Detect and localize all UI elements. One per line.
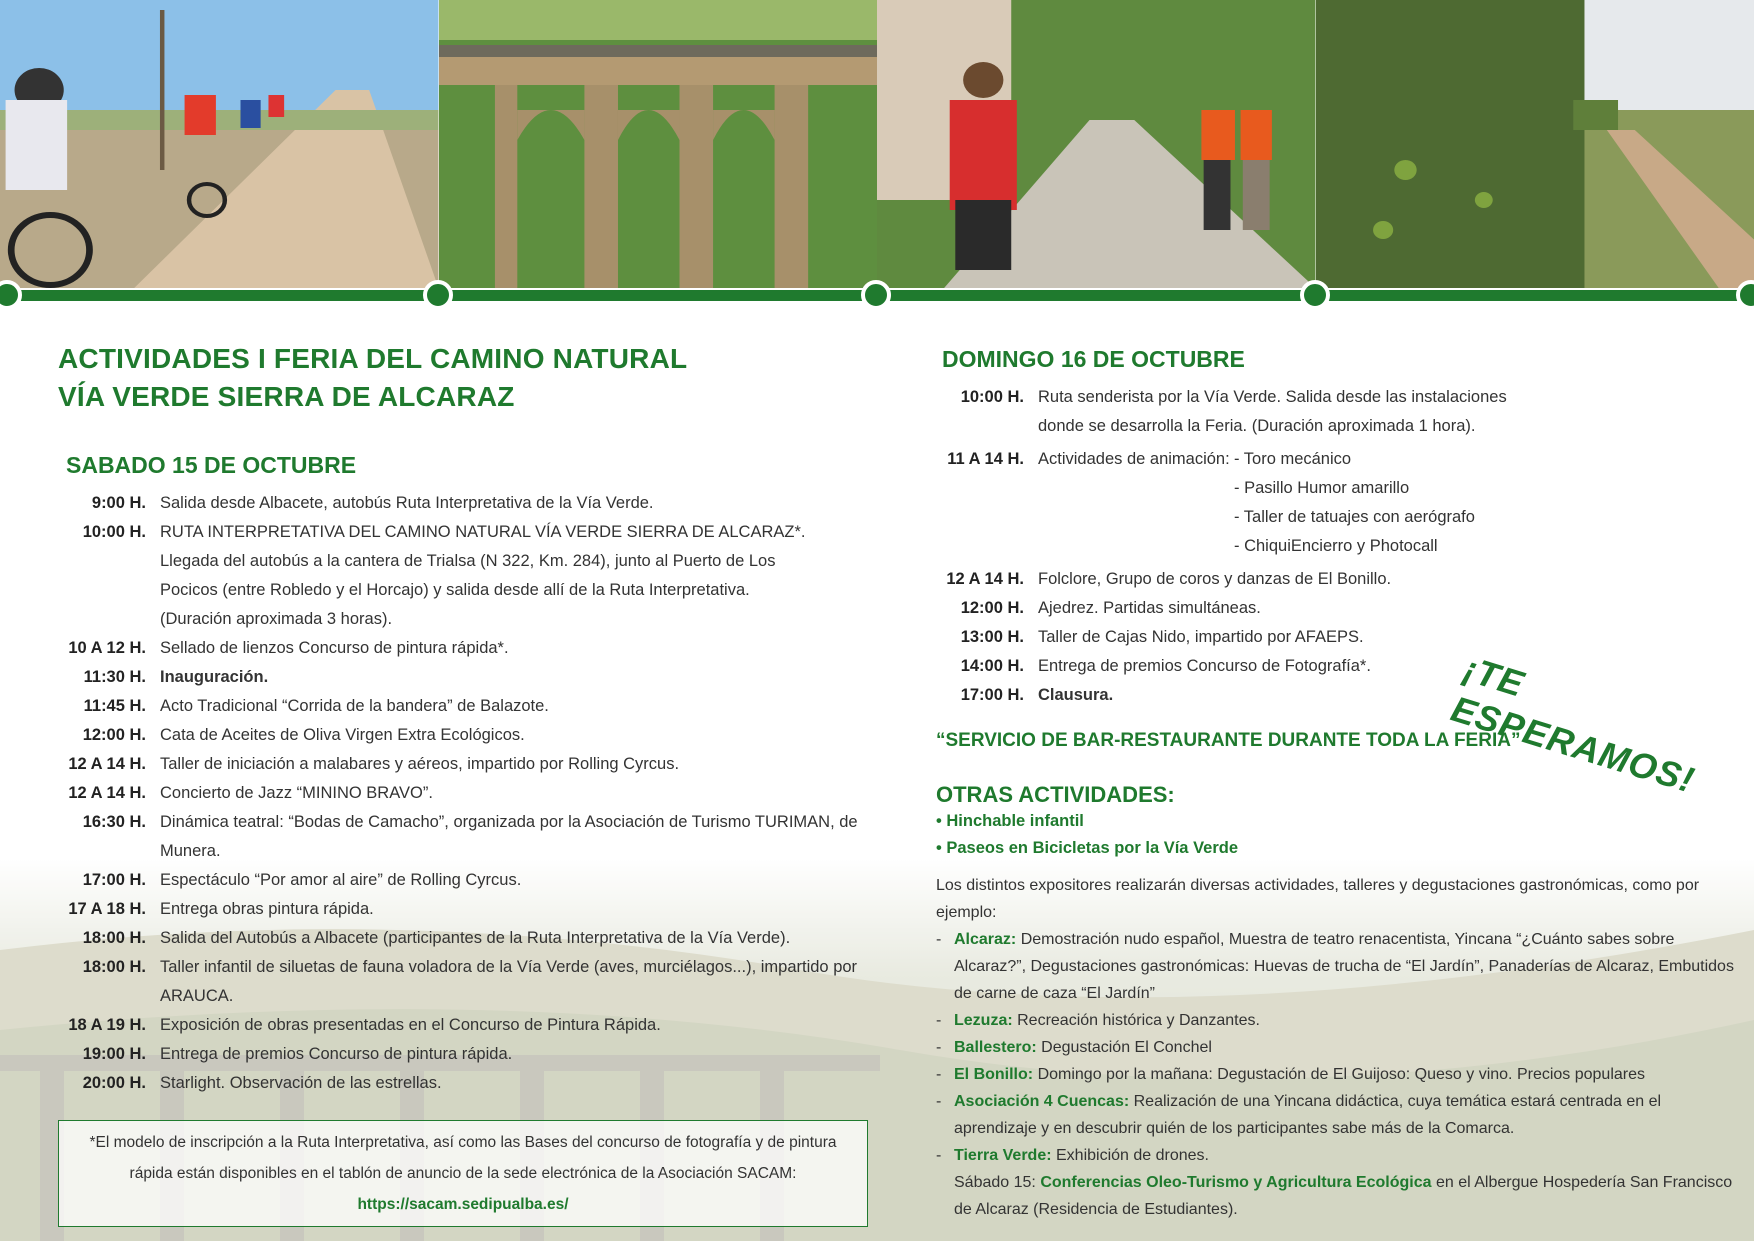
town-name: Asociación 4 Cuencas: xyxy=(954,1093,1130,1110)
town-description: Realización de una Yincana didáctica, cuya temática estará centrada en el aprendizaje y en descubrir quién de los participantes sabe más de la Comarca. xyxy=(954,1093,1662,1137)
schedule-row xyxy=(58,489,888,518)
sunday-heading: DOMINGO 16 DE OCTUBRE xyxy=(942,346,1245,372)
left-column xyxy=(58,340,888,1098)
sacam-link[interactable]: https://sacam.sedipualba.es/ xyxy=(357,1196,569,1213)
divider-dot xyxy=(1300,280,1330,310)
schedule-description: Acto Tradicional “Corrida de la bandera” de Balazote. xyxy=(160,697,549,715)
schedule-description: Taller de Cajas Nido, impartido por AFAEPS. xyxy=(1038,628,1364,646)
town-name: El Bonillo: xyxy=(954,1066,1034,1083)
schedule-time: 9:00 H. xyxy=(91,494,146,512)
event-title-line-1: ACTIVIDADES I FERIA DEL CAMINO NATURAL xyxy=(58,343,688,374)
schedule-time: 12 A 14 H. xyxy=(68,755,146,773)
schedule-time: 17:00 H. xyxy=(960,686,1024,704)
schedule-description: Folclore, Grupo de coros y danzas de El Bonillo. xyxy=(1038,570,1392,588)
slogan: ¡TE ESPERAMOS! xyxy=(1446,647,1700,801)
schedule-time: 17:00 H. xyxy=(82,871,146,889)
town-description: Domingo por la mañana: Degustación de El Guijoso: Queso y vino. Precios populares xyxy=(1037,1066,1646,1083)
bullet-item: • Hinchable infantil xyxy=(936,812,1084,830)
conference-info xyxy=(936,1169,1736,1223)
list-item: - Toro mecánico xyxy=(1234,450,1352,468)
schedule-row xyxy=(58,721,888,750)
schedule-time: 11:45 H. xyxy=(83,697,146,715)
schedule-row xyxy=(58,750,888,779)
schedule-row xyxy=(936,623,1736,652)
schedule-description: Ajedrez. Partidas simultáneas. xyxy=(1038,599,1261,617)
animation-label: Actividades de animación: xyxy=(1038,450,1230,468)
schedule-time: 18:00 H. xyxy=(82,958,146,976)
schedule-description: Entrega obras pintura rápida. xyxy=(160,900,374,918)
schedule-description: Entrega de premios Concurso de Fotografía*. xyxy=(1038,657,1371,675)
schedule-row xyxy=(58,866,888,895)
schedule-row xyxy=(58,1040,888,1069)
schedule-time: 10:00 H. xyxy=(960,388,1024,406)
right-column xyxy=(936,346,1736,1223)
town-activity: - Tierra Verde: Exhibición de drones. xyxy=(936,1147,1209,1164)
schedule-description: Sellado de lienzos Concurso de pintura rápida*. xyxy=(160,639,509,657)
bar-service-notice: “SERVICIO DE BAR-RESTAURANTE DURANTE TODA LA FERIA” xyxy=(936,730,1521,751)
exhibitors-intro: Los distintos expositores realizarán diversas actividades, talleres y degustaciones gastronómicas, como por ejemplo: xyxy=(936,877,1700,921)
schedule-time: 11:30 H. xyxy=(83,668,146,686)
schedule-time: 10:00 H. xyxy=(82,523,146,541)
schedule-description: Ruta senderista por la Vía Verde. Salida desde las instalaciones donde se desarrolla la Feria. (Duración aproximada 1 hora). xyxy=(1038,388,1507,435)
conference-prefix: Sábado 15: xyxy=(954,1174,1036,1191)
schedule-time: 16:30 H. xyxy=(82,813,146,831)
schedule-row xyxy=(936,594,1736,623)
schedule-row xyxy=(58,1011,888,1040)
town-name: Alcaraz: xyxy=(954,931,1017,948)
schedule-description: Inauguración. xyxy=(160,668,269,686)
list-item: - ChiquiEncierro y Photocall xyxy=(1234,537,1438,555)
registration-note xyxy=(58,1120,868,1227)
town-description: Degustación El Conchel xyxy=(1041,1039,1212,1056)
list-item: - Pasillo Humor amarillo xyxy=(1234,479,1410,497)
hikers-photo xyxy=(877,0,1316,288)
schedule-time: 18:00 H. xyxy=(82,929,146,947)
schedule-row xyxy=(58,518,888,634)
town-name: Lezuza: xyxy=(954,1012,1013,1029)
schedule-time: 11 A 14 H. xyxy=(947,450,1024,468)
schedule-description: Taller infantil de siluetas de fauna voladora de la Vía Verde (aves, murciélagos...), impartido por ARAUCA. xyxy=(160,958,858,1005)
schedule-description: Salida del Autobús a Albacete (participantes de la Ruta Interpretativa de la Vía Verde). xyxy=(160,929,791,947)
schedule-description: Salida desde Albacete, autobús Ruta Interpretativa de la Vía Verde. xyxy=(160,494,654,512)
other-activities-heading: OTRAS ACTIVIDADES: xyxy=(936,782,1175,807)
schedule-time: 19:00 H. xyxy=(82,1045,146,1063)
schedule-description: RUTA INTERPRETATIVA DEL CAMINO NATURAL VÍA VERDE SIERRA DE ALCARAZ*. Llegada del autobús a la cantera de Trialsa (N 322, Km. 284), junto al Puerto de Los Pocicos (entre Robledo y el Horcajo) y salida desde allí de la Ruta Interpretativa. (Duración aproximada 3 horas). xyxy=(160,523,806,628)
animation-activities xyxy=(1038,445,1736,561)
schedule-description: Entrega de premios Concurso de pintura rápida. xyxy=(160,1045,513,1063)
schedule-time: 13:00 H. xyxy=(960,628,1024,646)
schedule-description: Dinámica teatral: “Bodas de Camacho”, organizada por la Asociación de Turismo TURIMAN, de Munera. xyxy=(160,813,858,860)
schedule-time: 12:00 H. xyxy=(82,726,146,744)
schedule-description: Concierto de Jazz “MININO BRAVO”. xyxy=(160,784,433,802)
schedule-time: 18 A 19 H. xyxy=(68,1016,146,1034)
schedule-row xyxy=(58,634,888,663)
town-description: Recreación histórica y Danzantes. xyxy=(1017,1012,1260,1029)
animation-list xyxy=(1234,445,1475,561)
schedule-row xyxy=(58,1069,888,1098)
schedule-row xyxy=(58,895,888,924)
schedule-row xyxy=(58,692,888,721)
aqueduct-photo xyxy=(439,0,878,288)
photo-strip xyxy=(0,0,1754,288)
bullet-item: • Paseos en Bicicletas por la Vía Verde xyxy=(936,839,1239,857)
schedule-time: 10 A 12 H. xyxy=(68,639,146,657)
schedule-row xyxy=(936,383,1736,441)
town-activity: - Ballestero: Degustación El Conchel xyxy=(936,1039,1212,1056)
schedule-row xyxy=(58,924,888,953)
schedule-description: Exposición de obras presentadas en el Concurso de Pintura Rápida. xyxy=(160,1016,661,1034)
schedule-row xyxy=(936,652,1736,681)
schedule-time: 12 A 14 H. xyxy=(68,784,146,802)
schedule-description: Taller de iniciación a malabares y aéreos, impartido por Rolling Cyrcus. xyxy=(160,755,680,773)
divider-dot xyxy=(423,280,453,310)
schedule-row xyxy=(58,779,888,808)
schedule-row xyxy=(936,565,1736,594)
town-description: Exhibición de drones. xyxy=(1056,1147,1209,1164)
town-activity: - El Bonillo: Domingo por la mañana: Degustación de El Guijoso: Queso y vino. Precios populares xyxy=(936,1066,1646,1083)
conference-location: en el Albergue Hospedería San Francisco de Alcaraz (Residencia de Estudiantes). xyxy=(954,1174,1733,1218)
event-title-line-2: VÍA VERDE SIERRA DE ALCARAZ xyxy=(58,381,515,412)
schedule-description: Cata de Aceites de Oliva Virgen Extra Ecológicos. xyxy=(160,726,525,744)
saturday-heading: SABADO 15 DE OCTUBRE xyxy=(66,452,357,478)
registration-note-text: *El modelo de inscripción a la Ruta Interpretativa, así como las Bases del concurso de fotografía y de pintura rápida están disponibles en el tablón de anuncio de la sede electrónica de la Asociación SACAM: xyxy=(89,1134,837,1182)
town-activity: - Alcaraz: Demostración nudo español, Muestra de teatro renacentista, Yincana “¿Cuánto sabes sobre Alcaraz?”, Degustaciones gastronómicas: Huevas de trucha de “El Jardín”, Panaderías de Alcaraz, Embutidos de carne de caza “El Jardín” xyxy=(936,931,1734,1002)
schedule-time: 20:00 H. xyxy=(82,1074,146,1092)
town-activity: - Lezuza: Recreación histórica y Danzantes. xyxy=(936,1012,1260,1029)
cyclists-photo xyxy=(0,0,439,288)
schedule-time: 17 A 18 H. xyxy=(68,900,146,918)
event-title xyxy=(58,340,888,416)
town-name: Ballestero: xyxy=(954,1039,1037,1056)
schedule-row xyxy=(936,445,1736,561)
olive-tree-photo xyxy=(1316,0,1754,288)
divider-dot xyxy=(1736,280,1754,310)
sunday-schedule xyxy=(936,383,1736,710)
schedule-description: Starlight. Observación de las estrellas. xyxy=(160,1074,442,1092)
town-activity: - Asociación 4 Cuencas: Realización de una Yincana didáctica, cuya temática estará centrada en el aprendizaje y en descubrir quién de los participantes sabe más de la Comarca. xyxy=(936,1093,1662,1137)
schedule-row xyxy=(58,953,888,1011)
schedule-row xyxy=(58,663,888,692)
conference-title: Conferencias Oleo-Turismo y Agricultura Ecológica xyxy=(1040,1174,1432,1191)
schedule-description: Clausura. xyxy=(1038,686,1114,704)
schedule-time: 14:00 H. xyxy=(960,657,1024,675)
schedule-description: Espectáculo “Por amor al aire” de Rolling Cyrcus. xyxy=(160,871,522,889)
town-description: Demostración nudo español, Muestra de teatro renacentista, Yincana “¿Cuánto sabes sobre Alcaraz?”, Degustaciones gastronómicas: Huevas de trucha de “El Jardín”, Panaderías de Alcaraz, Embutidos de carne de caza “El Jardín” xyxy=(954,931,1734,1002)
town-name: Tierra Verde: xyxy=(954,1147,1052,1164)
schedule-time: 12 A 14 H. xyxy=(946,570,1024,588)
list-item: - Taller de tatuajes con aerógrafo xyxy=(1234,508,1475,526)
divider-dot xyxy=(861,280,891,310)
schedule-time: 12:00 H. xyxy=(960,599,1024,617)
schedule-row xyxy=(58,808,888,866)
saturday-schedule xyxy=(58,489,888,1098)
